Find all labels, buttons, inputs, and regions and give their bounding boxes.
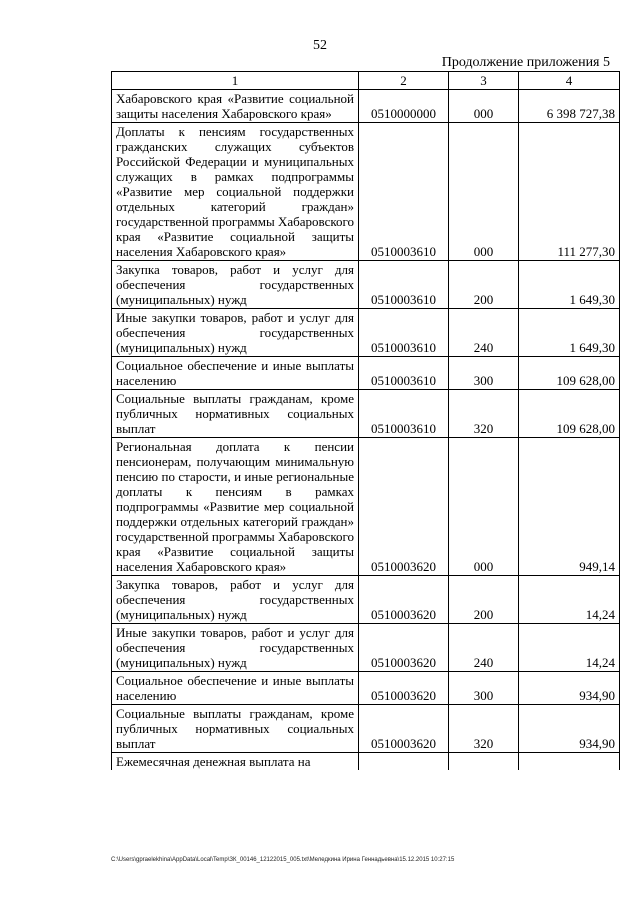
row-target-code: 0510003610: [359, 357, 449, 390]
column-header-3: 3: [449, 72, 519, 90]
row-amount: 934,90: [519, 705, 620, 753]
row-target-code: 0510003610: [359, 261, 449, 309]
row-expense-type: 320: [449, 390, 519, 438]
row-description: Закупка товаров, работ и услуг для обеспечения государственных (муниципальных) нужд: [112, 261, 359, 309]
table-row: [112, 672, 620, 705]
row-target-code: 0510003610: [359, 390, 449, 438]
row-description: Социальное обеспечение и иные выплаты населению: [112, 357, 359, 390]
row-expense-type: 240: [449, 309, 519, 357]
table-row: [112, 705, 620, 753]
table-row: [112, 309, 620, 357]
row-description: Иные закупки товаров, работ и услуг для обеспечения государственных (муниципальных) нужд: [112, 624, 359, 672]
row-description: Социальные выплаты гражданам, кроме публичных нормативных социальных выплат: [112, 705, 359, 753]
table-header-row: [112, 72, 620, 90]
row-amount: 109 628,00: [519, 357, 620, 390]
table-row: [112, 261, 620, 309]
row-amount: 949,14: [519, 438, 620, 576]
row-amount: 109 628,00: [519, 390, 620, 438]
table-row: [112, 90, 620, 123]
row-description: Закупка товаров, работ и услуг для обеспечения государственных (муниципальных) нужд: [112, 576, 359, 624]
row-description: Доплаты к пенсиям государственных гражданских служащих субъектов Российской Федерации и муниципальных служащих в рамках подпрограммы «Развитие мер социальной поддержки отдельных категорий граждан» государственной программы Хабаровского края «Развитие социальной защиты населения Хабаровского края»: [112, 123, 359, 261]
row-amount: 1 649,30: [519, 261, 620, 309]
row-expense-type: 000: [449, 438, 519, 576]
row-target-code: 0510003620: [359, 672, 449, 705]
row-amount: 1 649,30: [519, 309, 620, 357]
row-expense-type: 200: [449, 261, 519, 309]
row-expense-type: 300: [449, 357, 519, 390]
row-amount: 6 398 727,38: [519, 90, 620, 123]
table-row: [112, 576, 620, 624]
table-row: [112, 390, 620, 438]
row-amount: 14,24: [519, 624, 620, 672]
row-expense-type: 000: [449, 90, 519, 123]
column-header-2: 2: [359, 72, 449, 90]
row-expense-type: 320: [449, 705, 519, 753]
row-description: Хабаровского края «Развитие социальной защиты населения Хабаровского края»: [112, 90, 359, 123]
footer-file-path: C:\Users\gpraelekhina\AppData\Local\Temp\ЗК_00146_12122015_005.txt\Меледкина Ирина Геннадьевна\15.12.2015 10:27:15: [111, 857, 455, 863]
row-target-code: 0510003620: [359, 576, 449, 624]
row-amount: 934,90: [519, 672, 620, 705]
row-target-code: 0510003610: [359, 123, 449, 261]
row-expense-type: 300: [449, 672, 519, 705]
row-description: Ежемесячная денежная выплата на: [112, 753, 359, 771]
page-number: 52: [313, 38, 327, 53]
row-expense-type: 240: [449, 624, 519, 672]
row-description: Социальные выплаты гражданам, кроме публичных нормативных социальных выплат: [112, 390, 359, 438]
row-target-code: 0510000000: [359, 90, 449, 123]
table-row: [112, 357, 620, 390]
row-expense-type: [449, 753, 519, 771]
table-row: [112, 753, 620, 771]
row-expense-type: 200: [449, 576, 519, 624]
row-target-code: 0510003620: [359, 705, 449, 753]
row-amount: [519, 753, 620, 771]
table-row: [112, 123, 620, 261]
row-description: Социальное обеспечение и иные выплаты населению: [112, 672, 359, 705]
row-target-code: 0510003620: [359, 624, 449, 672]
column-header-1: 1: [112, 72, 359, 90]
row-target-code: 0510003620: [359, 438, 449, 576]
row-expense-type: 000: [449, 123, 519, 261]
row-amount: 111 277,30: [519, 123, 620, 261]
row-target-code: 0510003610: [359, 309, 449, 357]
appendix-continuation-label: Продолжение приложения 5: [441, 55, 610, 70]
budget-table: [111, 71, 620, 770]
table-row: [112, 624, 620, 672]
row-target-code: [359, 753, 449, 771]
row-description: Региональная доплата к пенсии пенсионерам, получающим минимальную пенсию по старости, и иные региональные доплаты к пенсиям в рамках подпрограммы «Развитие мер социальной поддержки отдельных категорий граждан» государственной программы Хабаровского края «Развитие социальной защиты населения Хабаровского края»: [112, 438, 359, 576]
column-header-4: 4: [519, 72, 620, 90]
table-row: [112, 438, 620, 576]
row-amount: 14,24: [519, 576, 620, 624]
row-description: Иные закупки товаров, работ и услуг для обеспечения государственных (муниципальных) нужд: [112, 309, 359, 357]
